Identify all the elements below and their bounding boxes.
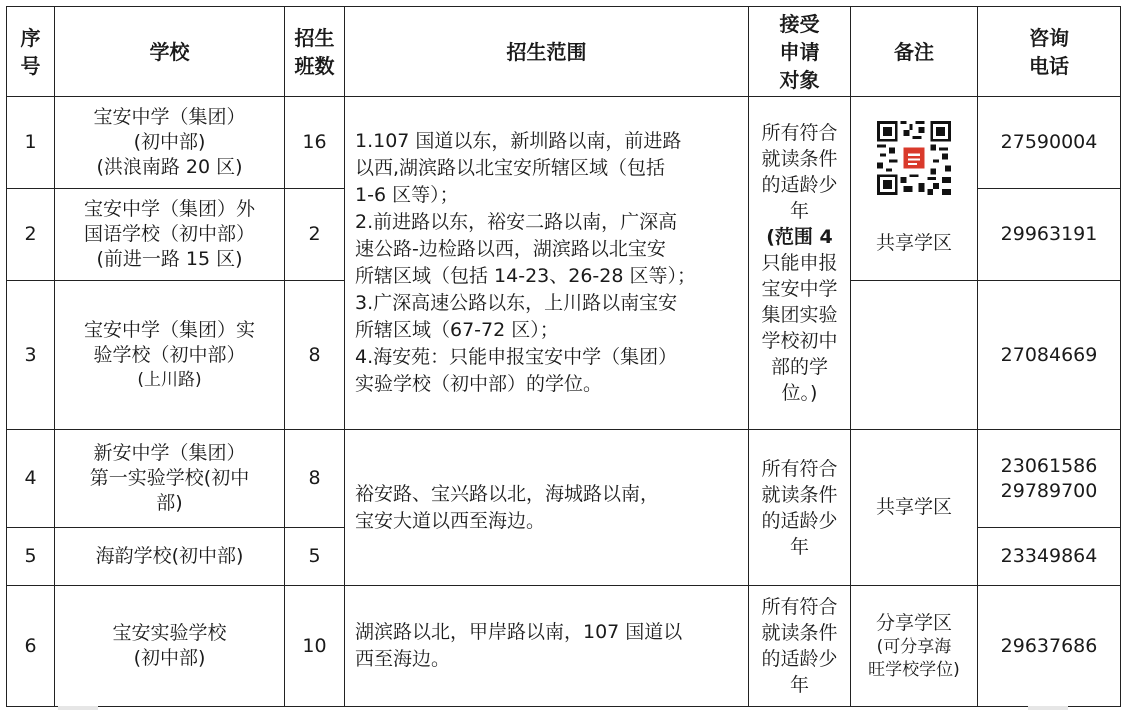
class-count: 16 bbox=[285, 97, 345, 189]
remark bbox=[851, 97, 978, 281]
remark-note: (可分享海 bbox=[876, 636, 952, 657]
qr-code-icon[interactable] bbox=[877, 121, 951, 195]
header-seq: 序 号 bbox=[7, 7, 55, 97]
page-edge-mark bbox=[1028, 706, 1068, 710]
phone-number: 27084669 bbox=[978, 281, 1121, 430]
row-number: 6 bbox=[7, 586, 55, 707]
applicant-target: 所有符合 就读条件 的适龄少 年 (范围 4 只能申报 宝安中学 集团实验 学校初中 部的学 位。) bbox=[749, 97, 851, 430]
row-number: 2 bbox=[7, 189, 55, 281]
page-edge-mark bbox=[58, 706, 98, 710]
remark-text: 共享学区 bbox=[875, 232, 952, 254]
phone-number: 23061586 29789700 bbox=[978, 430, 1121, 528]
header-target: 接受 申请 对象 bbox=[749, 7, 851, 97]
header-school: 学校 bbox=[55, 7, 285, 97]
row-number: 5 bbox=[7, 528, 55, 586]
remark-text: 分享学区 bbox=[875, 611, 952, 634]
header-remark: 备注 bbox=[851, 7, 978, 97]
remark-text: 共享学区 bbox=[875, 496, 952, 518]
table-row bbox=[7, 586, 1121, 707]
row-number: 4 bbox=[7, 430, 55, 528]
class-count: 8 bbox=[285, 430, 345, 528]
school-name: 宝安中学（集团）实 验学校（初中部） (上川路) bbox=[55, 281, 285, 430]
table-row bbox=[7, 97, 1121, 189]
remark bbox=[851, 430, 978, 586]
row-number: 1 bbox=[7, 97, 55, 189]
applicant-target: 所有符合 就读条件 的适龄少 年 bbox=[749, 586, 851, 707]
remark bbox=[851, 586, 978, 707]
enrollment-range: 1.107 国道以东，新圳路以南，前进路 以西,湖滨路以北宝安所辖区域（包括 1-6 区等）； 2.前进路以东，裕安二路以南，广深高 速公路-边检路以西，湖滨路以北宝安 所辖区域（包括 14-23、26-28 区等）； 3.广深高速公路以东，上川路以南宝安 所辖区域（67-72 区）； 4.海安苑：只能申报宝安中学（集团） 实验学校（初中部）的学位。 bbox=[345, 97, 749, 430]
remark-empty bbox=[851, 281, 978, 430]
header-classes: 招生 班数 bbox=[285, 7, 345, 97]
school-name: 海韵学校(初中部) bbox=[55, 528, 285, 586]
header-row bbox=[7, 7, 1121, 97]
school-name: 宝安中学（集团） (初中部) (洪浪南路 20 区) bbox=[55, 97, 285, 189]
header-range: 招生范围 bbox=[345, 7, 749, 97]
remark-note: 旺学校学位) bbox=[868, 659, 960, 680]
enrollment-range: 裕安路、宝兴路以北，海城路以南， 宝安大道以西至海边。 bbox=[345, 430, 749, 586]
table-row bbox=[7, 430, 1121, 528]
phone-number: 29637686 bbox=[978, 586, 1121, 707]
header-phone: 咨询 电话 bbox=[978, 7, 1121, 97]
phone-number: 27590004 bbox=[978, 97, 1121, 189]
class-count: 5 bbox=[285, 528, 345, 586]
school-name: 宝安中学（集团）外 国语学校（初中部） (前进一路 15 区) bbox=[55, 189, 285, 281]
class-count: 8 bbox=[285, 281, 345, 430]
class-count: 10 bbox=[285, 586, 345, 707]
applicant-target: 所有符合 就读条件 的适龄少 年 bbox=[749, 430, 851, 586]
class-count: 2 bbox=[285, 189, 345, 281]
enrollment-range: 湖滨路以北，甲岸路以南，107 国道以 西至海边。 bbox=[345, 586, 749, 707]
phone-number: 29963191 bbox=[978, 189, 1121, 281]
enrollment-table bbox=[6, 6, 1121, 707]
row-number: 3 bbox=[7, 281, 55, 430]
school-name: 新安中学（集团） 第一实验学校(初中 部) bbox=[55, 430, 285, 528]
school-name: 宝安实验学校 (初中部) bbox=[55, 586, 285, 707]
phone-number: 23349864 bbox=[978, 528, 1121, 586]
